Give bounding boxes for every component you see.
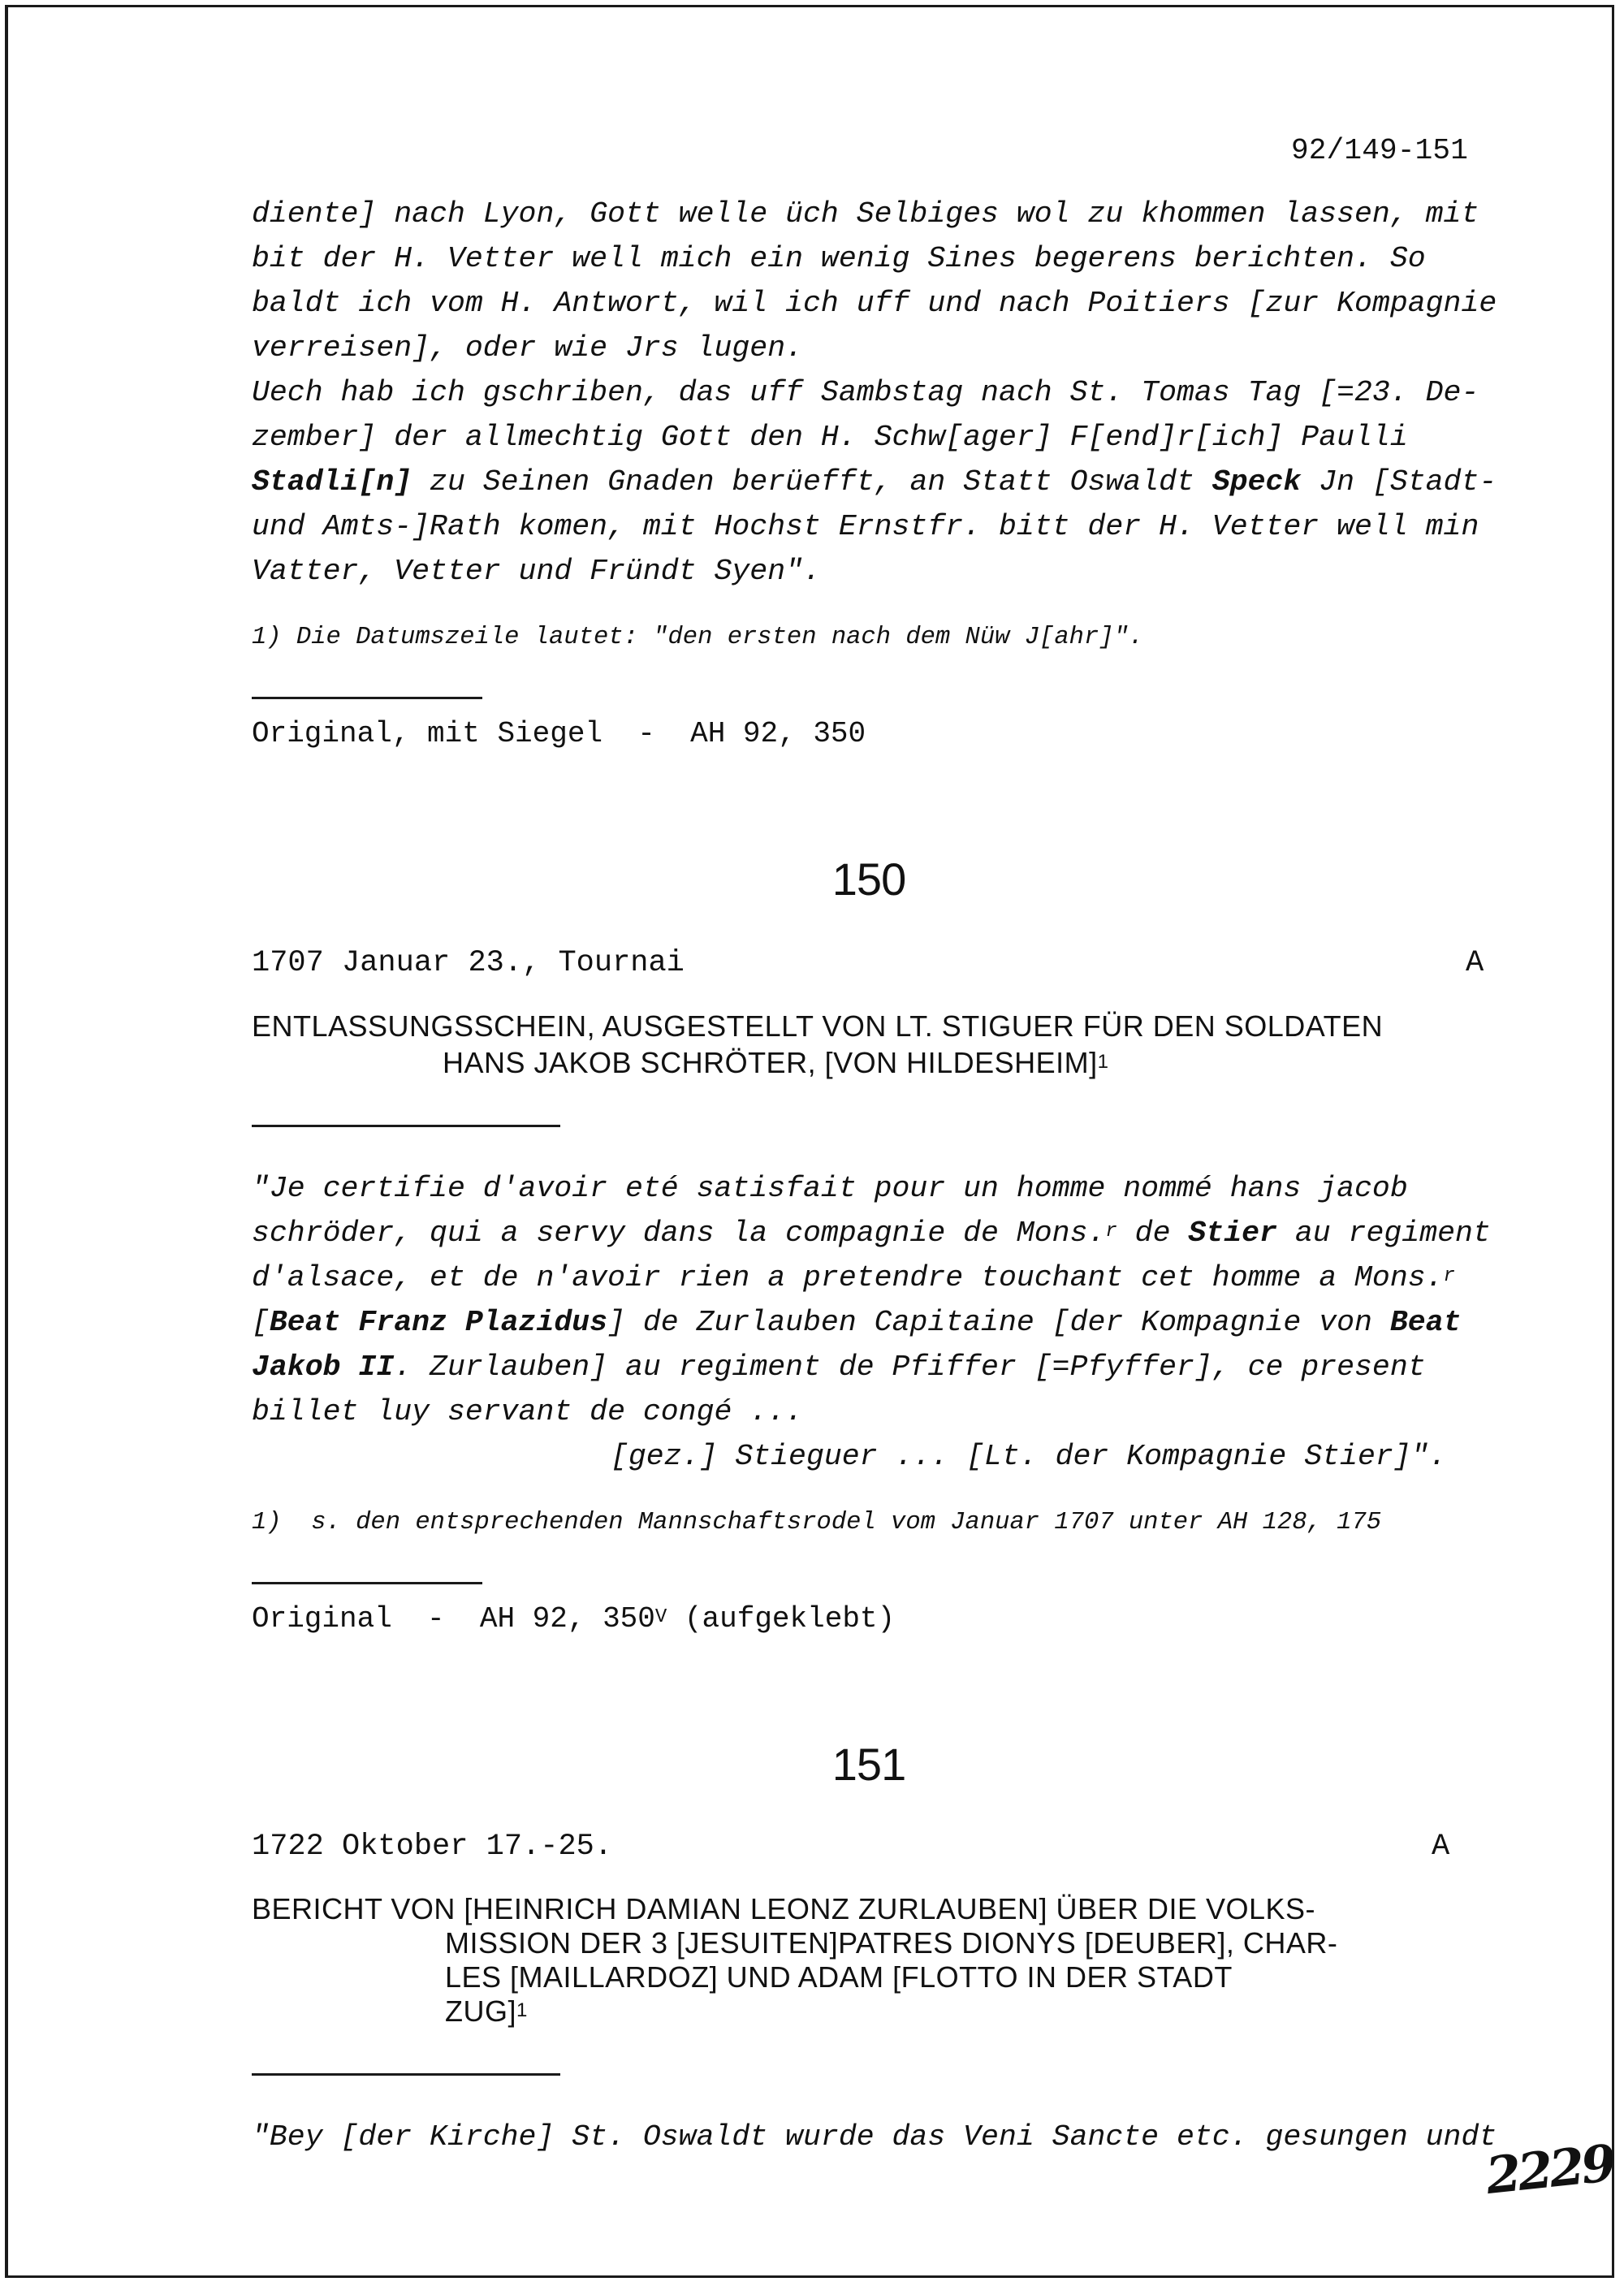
text-line: baldt ich vom H. Antwort, wil ich uff und nach Poitiers [zur Kompagnie — [252, 287, 1497, 320]
text-span: de — [1116, 1216, 1189, 1250]
superscript: V — [654, 1606, 667, 1628]
divider-rule — [252, 2073, 560, 2076]
name-stier: Stier — [1188, 1216, 1277, 1250]
heading-text: HANS JAKOB SCHRÖTER, [VON HILDESHEIM] — [443, 1046, 1098, 1079]
divider-rule — [252, 1582, 482, 1584]
text-line: bit der H. Vetter well mich ein wenig Sines begerens berichten. So — [252, 242, 1426, 275]
document-heading: MISSION DER 3 [JESUITEN]PATRES DIONYS [DEUBER], CHAR- — [445, 1926, 1338, 1960]
footnote-ref: 1 — [516, 1999, 528, 2021]
text-span: . Zurlauben] au regiment de Pfiffer [=Pfyffer], ce present — [394, 1350, 1426, 1384]
source-note — [252, 1602, 895, 1636]
text-span: zu Seinen Gnaden berüefft, an Statt Oswaldt — [412, 465, 1212, 499]
text-line: Vatter, Vetter und Fründt Syen". — [252, 555, 821, 588]
document-heading — [443, 1046, 1109, 1080]
document-marker: A — [1432, 1830, 1450, 1864]
text-span: Jn [Stadt- — [1301, 465, 1497, 499]
text-span: [ — [252, 1306, 270, 1339]
source-note: Original, mit Siegel - AH 92, 350 — [252, 717, 866, 750]
document-number: 151 — [831, 1739, 906, 1790]
divider-rule — [252, 697, 482, 699]
handwritten-folio-number: 2229 — [1483, 2133, 1616, 2206]
superscript: r — [1443, 1265, 1455, 1287]
document-heading: ENTLASSUNGSSCHEIN, AUSGESTELLT VON LT. STIGUER FÜR DEN SOLDATEN — [252, 1009, 1384, 1043]
source-text: (aufgeklebt) — [667, 1602, 896, 1636]
document-heading: BERICHT VON [HEINRICH DAMIAN LEONZ ZURLAUBEN] ÜBER DIE VOLKS- — [252, 1892, 1316, 1925]
text-line: "Je certifie d'avoir eté satisfait pour un homme nommé hans jacob — [252, 1172, 1408, 1205]
name-speck: Speck — [1212, 465, 1302, 499]
footnote: 1) s. den entsprechenden Mannschaftsrodel vom Januar 1707 unter AH 128, 175 — [252, 1509, 1382, 1536]
text-line — [252, 1306, 1461, 1339]
page-reference: 92/149-151 — [1291, 134, 1469, 167]
heading-text: ZUG] — [445, 1994, 516, 2028]
document-heading — [445, 1994, 528, 2029]
footnote: 1) Die Datumszeile lautet: "den ersten nach dem Nüw J[ahr]". — [252, 624, 1144, 651]
document-date: 1707 Januar 23., Tournai — [252, 946, 685, 980]
text-line — [252, 1261, 1455, 1294]
text-span: d'alsace, et de n'avoir rien a pretendre touchant cet homme a Mons. — [252, 1261, 1444, 1294]
name-beat: Beat — [1389, 1306, 1462, 1339]
name-jakob: Jakob II — [252, 1350, 395, 1384]
text-line: verreisen], oder wie Jrs lugen. — [252, 331, 804, 365]
divider-rule — [252, 1125, 560, 1127]
superscript: r — [1105, 1221, 1117, 1242]
text-line: diente] nach Lyon, Gott welle üch Selbiges wol zu khommen lassen, mit — [252, 197, 1479, 231]
signature-line: [gez.] Stieguer ... [Lt. der Kompagnie Stier]". — [611, 1440, 1447, 1473]
text-line: zember] der allmechtig Gott den H. Schw[ager] F[end]r[ich] Paulli — [252, 421, 1408, 454]
text-line — [252, 465, 1497, 499]
source-text: Original - AH 92, 350 — [252, 1602, 655, 1636]
document-date: 1722 Oktober 17.-25. — [252, 1830, 613, 1864]
text-line: billet luy servant de congé ... — [252, 1395, 804, 1428]
footnote-ref: 1 — [1097, 1051, 1109, 1073]
text-line: Uech hab ich gschriben, das uff Sambstag nach St. Tomas Tag [=23. De- — [252, 376, 1479, 409]
text-line — [252, 1350, 1426, 1384]
text-span: au regiment — [1276, 1216, 1491, 1250]
document-number: 150 — [831, 853, 906, 905]
document-marker: A — [1466, 946, 1484, 980]
text-line: und Amts-]Rath komen, mit Hochst Ernstfr. bitt der H. Vetter well min — [252, 510, 1479, 543]
document-heading: LES [MAILLARDOZ] UND ADAM [FLOTTO IN DER STADT — [445, 1960, 1233, 1994]
name-beat-franz: Beat Franz Plazidus — [269, 1306, 608, 1339]
text-span: ] de Zurlauben Capitaine [der Kompagnie von — [607, 1306, 1390, 1339]
name-stadlin: Stadli[n] — [252, 465, 412, 499]
text-line — [252, 1216, 1491, 1250]
text-line: "Bey [der Kirche] St. Oswaldt wurde das Veni Sancte etc. gesungen undt — [252, 2120, 1497, 2154]
text-span: schröder, qui a servy dans la compagnie de Mons. — [252, 1216, 1106, 1250]
